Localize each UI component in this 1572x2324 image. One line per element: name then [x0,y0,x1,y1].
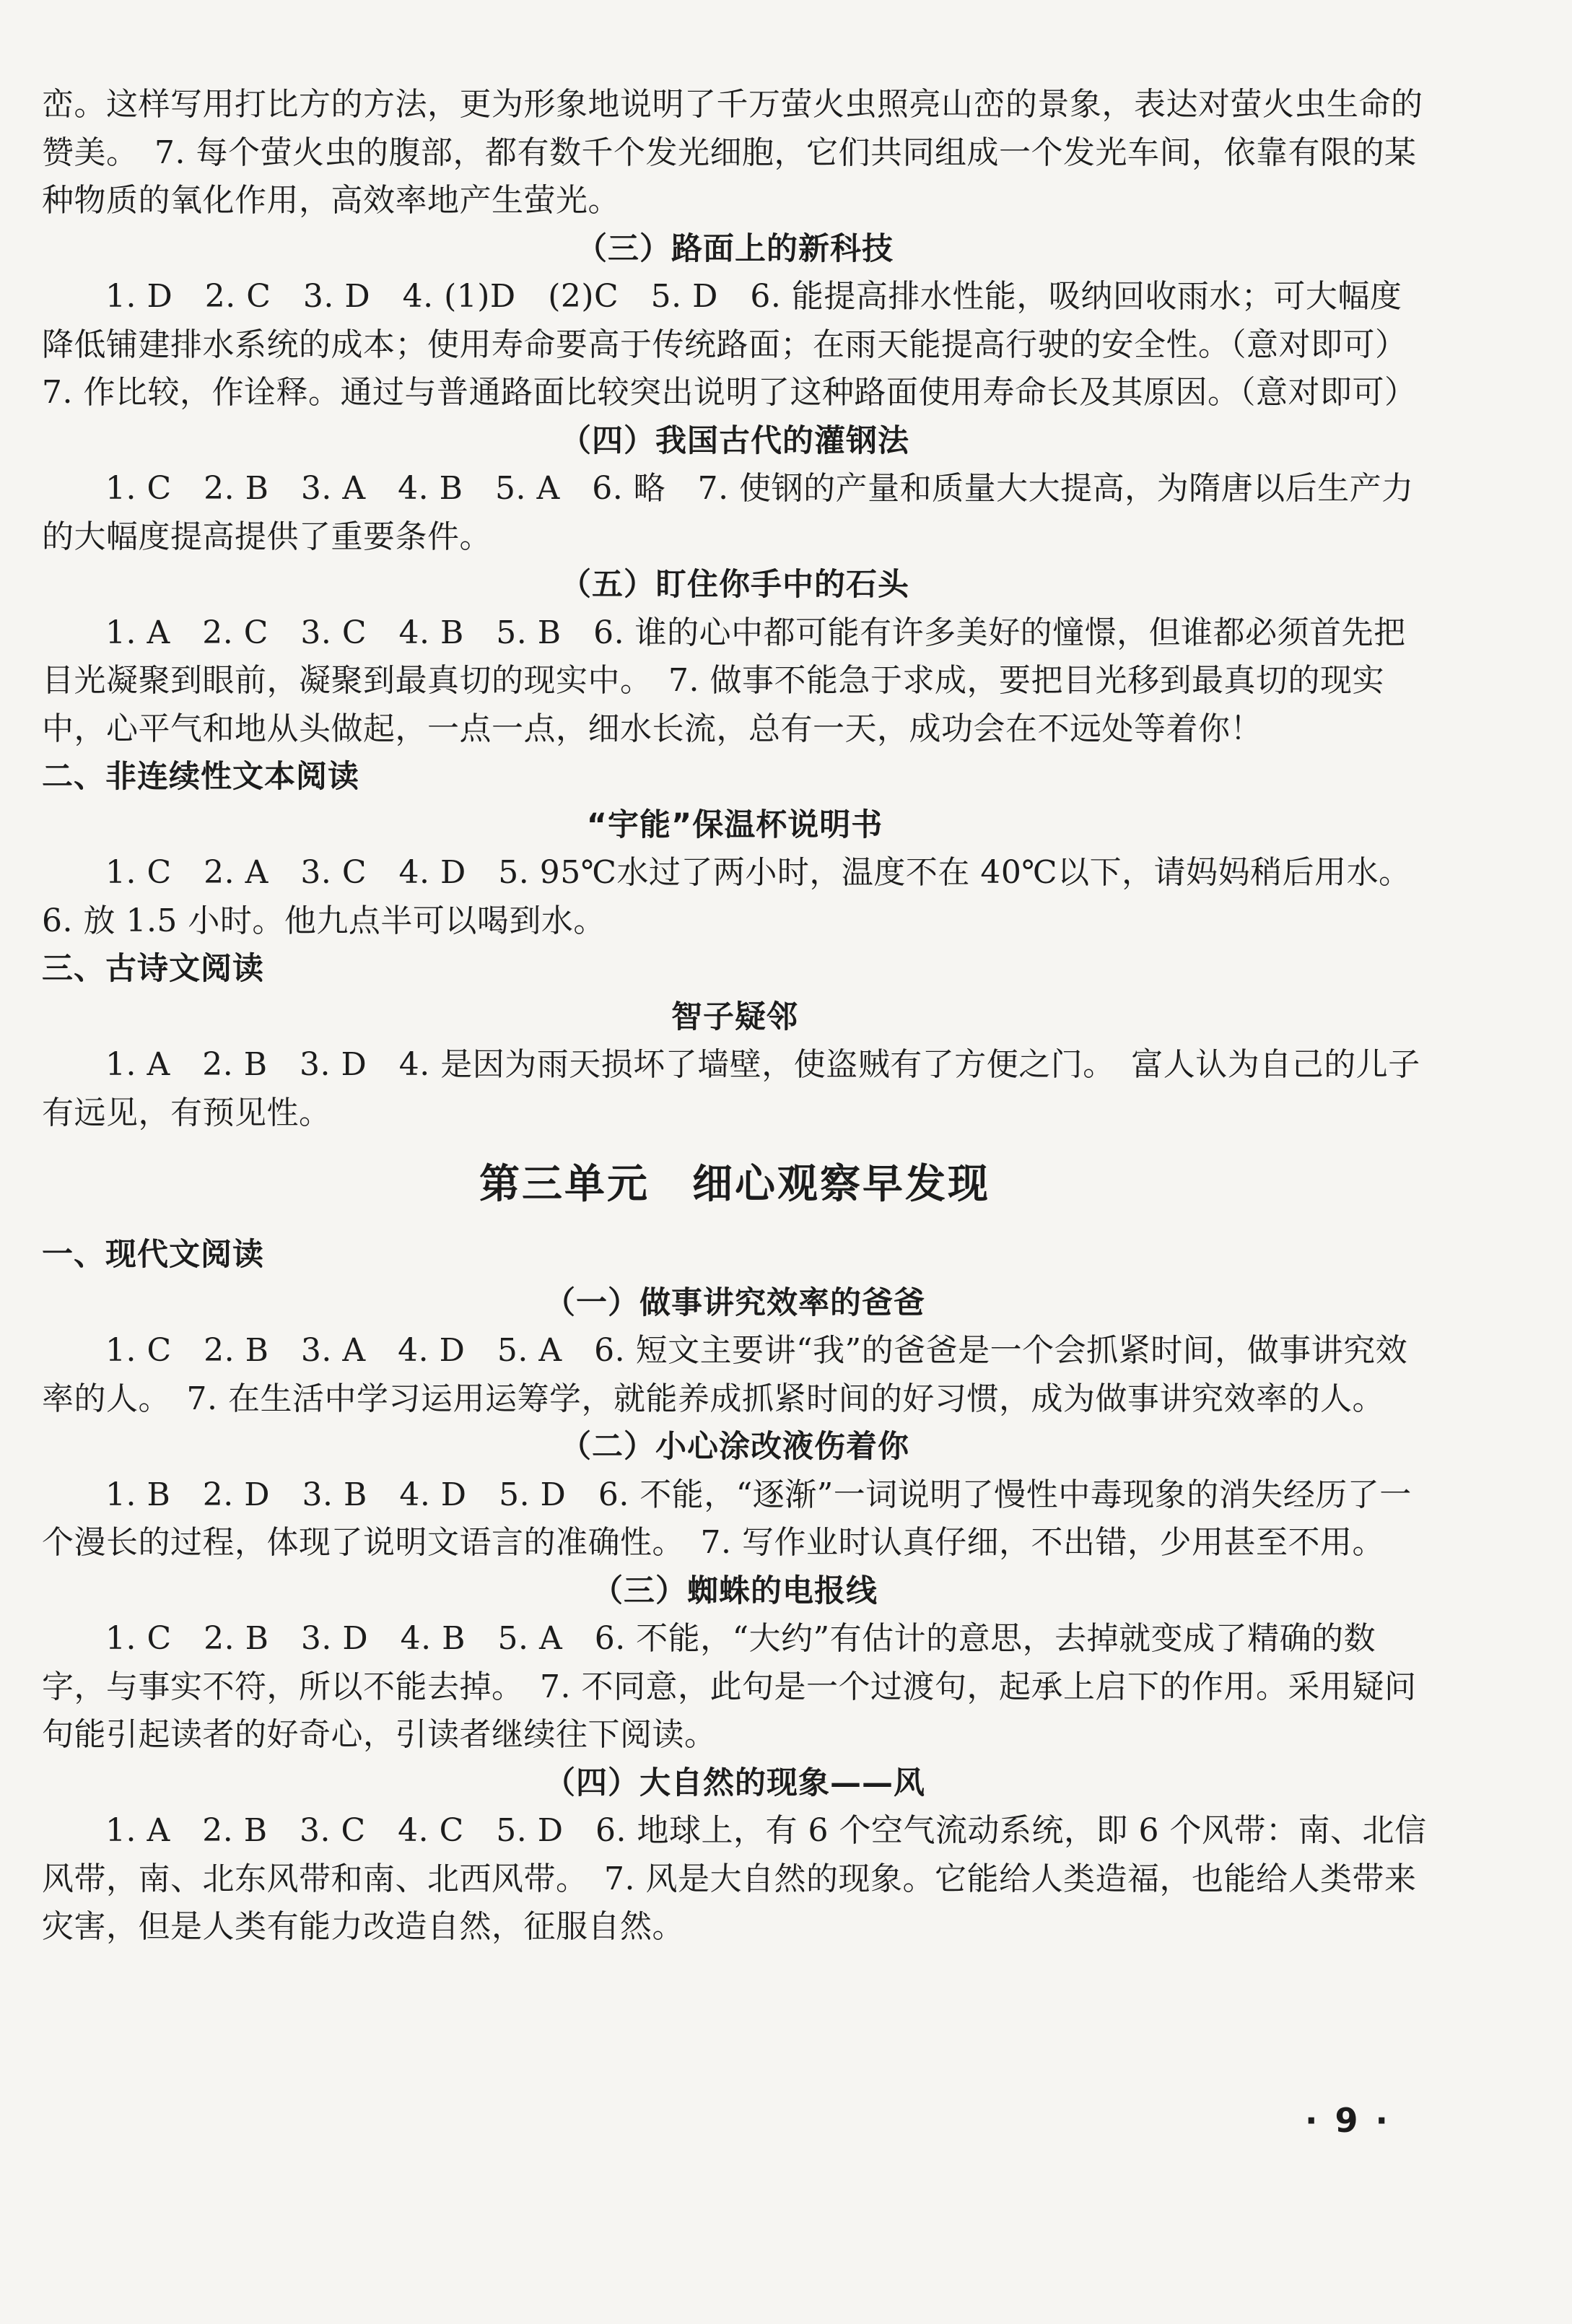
paragraph-thermos-answers: 1. C 2. A 3. C 4. D 5. 95℃水过了两小时，温度不在 40℃以下，请妈妈稍后用水。 6. 放 1.5 小时。他九点半可以喝到水。 [42,854,1428,939]
paragraph-spider-answers: 1. C 2. B 3. D 4. B 5. A 6. 不能，“大约”有估计的意思，去掉就变成了精确的数字，与事实不符，所以不能去掉。 7. 不同意，此句是一个过渡句，起承上启下的作用。采用疑问句能引起读者的好奇心，引读者继续往下阅读。 [42,1620,1417,1753]
subtitle-spider-telegraph: （三）蜘蛛的电报线 [592,1572,878,1609]
page-number: · 9 · [1305,2101,1391,2140]
subtitle-zhizi-yilin: 智子疑邻 [671,998,798,1035]
paragraph-road-tech-answers: 1. D 2. C 3. D 4. (1)D (2)C 5. D 6. 能提高排水性能，吸纳回收雨水；可大幅度降低铺建排水系统的成本；使用寿命要高于传统路面；在雨天能提高行驶的安全性。（意对即可） 7. 作比较，作诠释。通过与普通路面比较突出说明了这种路面使用寿命长及其原因。（意对即可） [42,278,1423,411]
paragraph-fireflies-end: 峦。这样写用打比方的方法，更为形象地说明了千万萤火虫照亮山峦的景象，表达对萤火虫生命的赞美。 7. 每个萤火虫的腹部，都有数千个发光细胞，它们共同组成一个发光车间，依靠有限的某种物质的氧化作用，高效率地产生萤光。 [42,86,1423,219]
paragraph-zhizi-answers: 1. A 2. B 3. D 4. 是因为雨天损坏了墙壁，使盗贼有了方便之门。 富人认为自己的儿子有远见，有预见性。 [42,1046,1420,1131]
subtitle-stone-in-hand: （五）盯住你手中的石头 [560,567,909,603]
unit-three-title: 第三单元 细心观察早发现 [479,1160,990,1208]
paragraph-stone-answers: 1. A 2. C 3. C 4. B 5. B 6. 谁的心中都可能有许多美好的憧憬，但谁都必须首先把目光凝聚到眼前，凝聚到最真切的现实中。 7. 做事不能急于求成，要把目光移到最真切的现实中，心平气和地从头做起，一点一点，细水长流，总有一天，成功会在不远处等着你！ [42,614,1406,747]
subtitle-road-tech: （三）路面上的新科技 [576,230,894,267]
section-classical-poetry: 三、古诗文阅读 [42,951,264,987]
subtitle-efficient-dad: （一）做事讲究效率的爸爸 [544,1284,925,1321]
subtitle-steel-method: （四）我国古代的灌钢法 [560,422,909,459]
paragraph-wind-answers: 1. A 2. B 3. C 4. C 5. D 6. 地球上，有 6 个空气流动系统，即 6 个风带：南、北信风带，南、北东风带和南、北西风带。 7. 风是大自然的现象。它能给人类造福，也能给人类带来灾害，但是人类有能力改造自然，征服自然。 [42,1812,1427,1945]
subtitle-correction-fluid: （二）小心涂改液伤着你 [560,1429,909,1465]
paragraph-correction-fluid-answers: 1. B 2. D 3. B 4. D 5. D 6. 不能，“逐渐”一词说明了慢性中毒现象的消失经历了一个漫长的过程，体现了说明文语言的准确性。 7. 写作业时认真仔细，不出错，少用甚至不用。 [42,1476,1412,1561]
paragraph-efficient-dad-answers: 1. C 2. B 3. A 4. D 5. A 6. 短文主要讲“我”的爸爸是一个会抓紧时间，做事讲究效率的人。 7. 在生活中学习运用运筹学，就能养成抓紧时间的好习惯，成为做事讲究效率的人。 [42,1332,1408,1417]
subtitle-thermos-manual: “宇能”保温杯说明书 [586,806,883,843]
section-modern-reading: 一、现代文阅读 [42,1237,264,1273]
answer-page [42,81,1428,1951]
section-noncontinuous-text: 二、非连续性文本阅读 [42,759,359,795]
subtitle-wind: （四）大自然的现象——风 [544,1764,925,1801]
paragraph-steel-answers: 1. C 2. B 3. A 4. B 5. A 6. 略 7. 使钢的产量和质量大大提高，为隋唐以后生产力的大幅度提高提供了重要条件。 [42,470,1414,555]
